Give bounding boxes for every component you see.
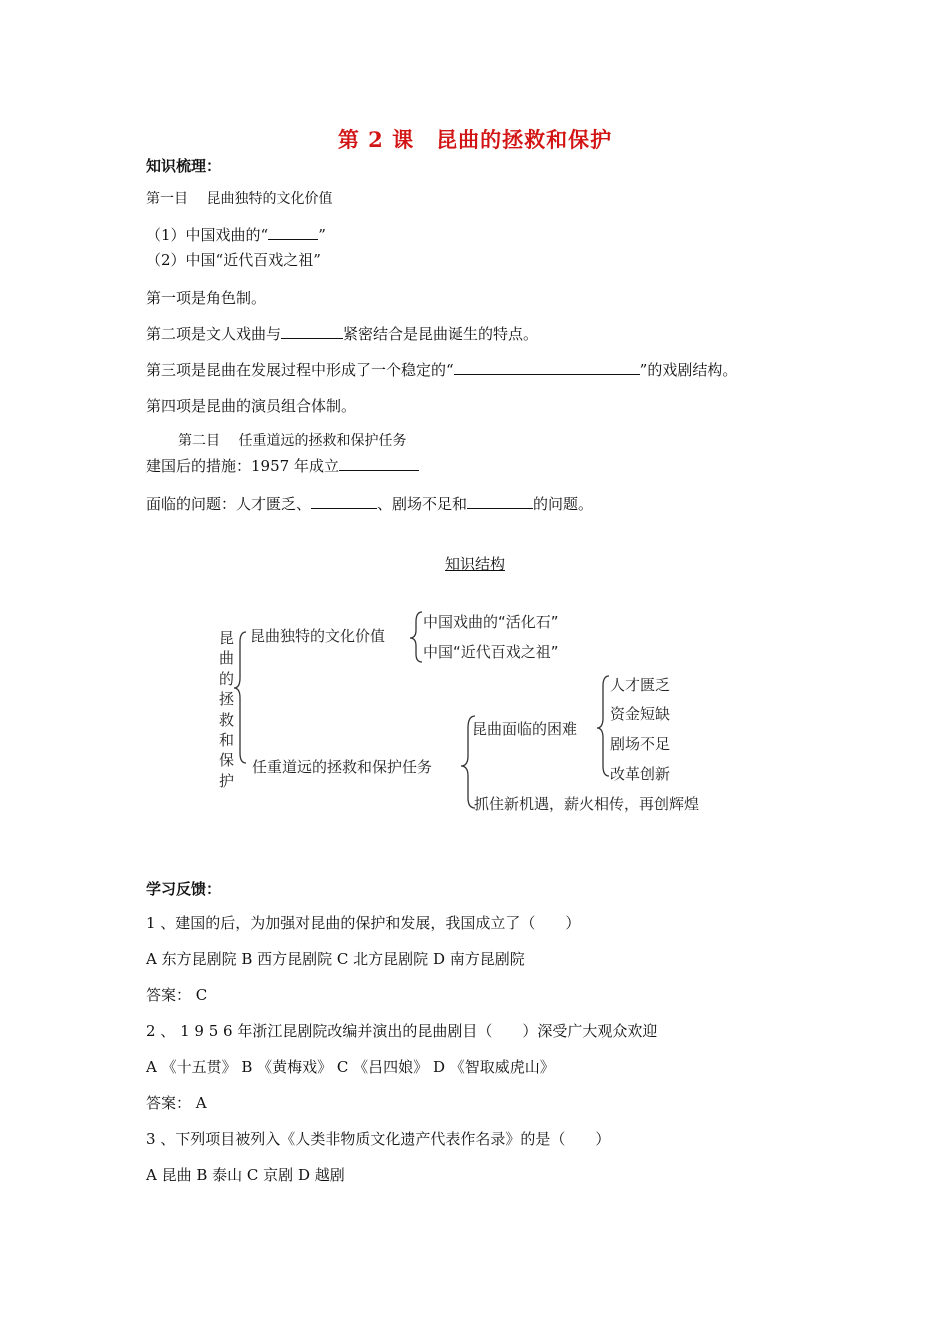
measure-line xyxy=(146,455,419,476)
section-heading-feedback: 学习反馈： xyxy=(146,880,222,898)
branch2-item2: 抓住新机遇，薪火相传，再创辉煌 xyxy=(474,795,700,813)
root-char: 护 xyxy=(219,772,235,790)
branch2-label: 任重道远的拯救和保护任务 xyxy=(252,758,433,776)
difficulties-brace xyxy=(597,676,609,776)
branch1-item: 中国戏曲的“活化石” xyxy=(423,613,559,631)
question-3-options: A 昆曲 B 泰山 C 京剧 D 越剧 xyxy=(146,1166,345,1184)
branch2-sub-label: 昆曲面临的困难 xyxy=(472,720,578,738)
difficulty-item: 人才匮乏 xyxy=(610,676,671,694)
question-2-options: A 《十五贯》 B 《黄梅戏》 C 《吕四娘》 D 《智取威虎山》 xyxy=(146,1058,555,1076)
root-char: 和 xyxy=(219,731,235,749)
difficulty-item: 资金短缺 xyxy=(610,705,671,723)
section-heading-knowledge: 知识梳理： xyxy=(146,157,222,175)
fill-blank xyxy=(281,323,343,339)
root-char: 昆 xyxy=(219,629,235,647)
question-1: 1 、建国的后，为加强对昆曲的保护和发展，我国成立了（ ） xyxy=(146,914,581,932)
paragraph-3-suffix: ”的戏剧结构。 xyxy=(639,361,738,379)
problem-line xyxy=(146,493,593,514)
branch1-item: 中国“近代百戏之祖” xyxy=(423,643,559,661)
branch1-label: 昆曲独特的文化价值 xyxy=(250,627,386,645)
problem-prefix: 面临的问题：人才匮乏、 xyxy=(146,495,312,513)
measure-prefix: 建国后的措施：1957 年成立 xyxy=(146,457,339,475)
paragraph-3 xyxy=(146,359,737,380)
sub-item-2: （2）中国“近代百戏之祖” xyxy=(146,251,321,269)
root-char: 曲 xyxy=(219,649,235,667)
problem-suffix: 的问题。 xyxy=(533,495,594,513)
sub-item-1-prefix: （1）中国戏曲的“ xyxy=(146,226,269,244)
fill-blank xyxy=(339,455,419,471)
question-2-answer: 答案： A xyxy=(146,1094,207,1112)
paragraph-2 xyxy=(146,323,538,344)
fill-blank xyxy=(467,493,533,509)
question-1-answer: 答案： C xyxy=(146,986,208,1004)
root-char: 拯 xyxy=(219,690,235,708)
knowledge-structure-diagram xyxy=(210,598,750,823)
paragraph-4: 第四项是昆曲的演员组合体制。 xyxy=(146,397,357,415)
fill-blank xyxy=(454,359,640,375)
paragraph-1: 第一项是角色制。 xyxy=(146,289,267,307)
paragraph-3-prefix: 第三项是昆曲在发展过程中形成了一个稳定的“ xyxy=(146,361,454,379)
root-char: 保 xyxy=(219,751,235,769)
question-2: 2 、 1 9 5 6 年浙江昆剧院改编并演出的昆曲剧目（ ）深受广大观众欢迎 xyxy=(146,1022,658,1040)
question-1-options: A 东方昆剧院 B 西方昆剧院 C 北方昆剧院 D 南方昆剧院 xyxy=(146,950,525,968)
branch1-brace xyxy=(410,612,422,662)
fill-blank xyxy=(311,493,377,509)
sub-item-1 xyxy=(146,224,326,245)
item2-title: 第二目 任重道远的拯救和保护任务 xyxy=(178,433,407,449)
item1-title: 第一目 昆曲独特的文化价值 xyxy=(146,191,333,207)
paragraph-2-prefix: 第二项是文人戏曲与 xyxy=(146,325,282,343)
difficulty-item: 改革创新 xyxy=(610,765,671,783)
problem-mid: 、剧场不足和 xyxy=(377,495,468,513)
diagram-root xyxy=(219,629,234,790)
structure-title-text: 知识结构 xyxy=(444,555,505,573)
sub-item-1-suffix: ” xyxy=(318,226,326,244)
question-3: 3 、下列项目被列入《人类非物质文化遗产代表作名录》的是（ ） xyxy=(146,1130,611,1148)
root-char: 救 xyxy=(219,711,235,729)
root-brace xyxy=(234,632,246,763)
paragraph-2-suffix: 紧密结合是昆曲诞生的特点。 xyxy=(343,325,539,343)
page-title: 第 2 课 昆曲的拯救和保护 xyxy=(337,127,613,152)
structure-title xyxy=(0,553,950,574)
difficulty-item: 剧场不足 xyxy=(610,735,671,753)
root-char: 的 xyxy=(219,670,235,688)
fill-blank xyxy=(268,224,318,240)
